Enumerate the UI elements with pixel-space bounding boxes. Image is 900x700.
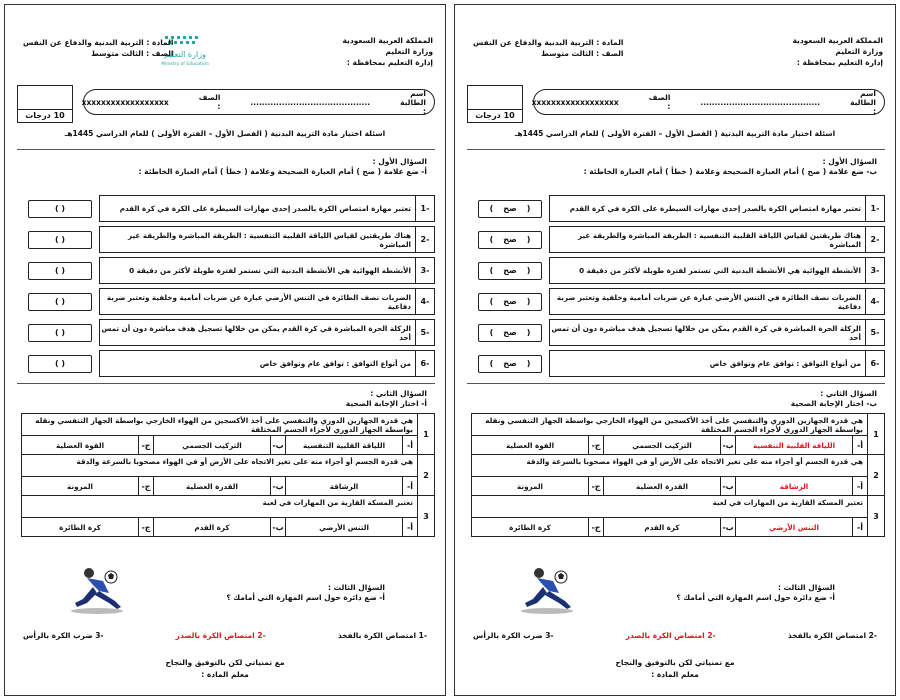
- header-right: [342, 35, 433, 68]
- answer-slot[interactable]: ( ): [28, 355, 92, 373]
- exam-title: اسئلة اختبار مادة التربية البدنية ( الفصل الأول – الفترة الأولى ) للعام الدراسي 1445هـ: [64, 129, 386, 138]
- mc-option[interactable]: الرشاقة: [329, 481, 359, 491]
- skill-option[interactable]: -2 امتصاص الكرة بالصدر: [175, 631, 266, 640]
- mc-option[interactable]: القدرة العضلية: [186, 481, 238, 491]
- mc-option-correct[interactable]: التنس الأرضي: [769, 522, 819, 532]
- student-name-box: اسم الطالبة : .......................................... الصف : xxxxxxxxxxxxxxxxxx: [83, 89, 435, 115]
- tf-row: -6 من أنواع التوافق : توافق عام وتوافق خاص ( ): [21, 350, 435, 377]
- q1-heading: السؤال الأول : أ- ضع علامة ( صح ) أمام العبارة الصحيحة وعلامة ( خطأ ) أمام العبارة الخاطئة :: [138, 157, 427, 176]
- mc-option[interactable]: كرة القدم: [194, 522, 230, 532]
- mc-question: 1 هي قدرة الجهازين الدوري والتنفسي على أخذ الأكسجين من الهواء الخارجي بواسطة الجهاز التنفسي ونقله بواسطة الجهاز الدوري لأجزاء الجسم المختلفة أ- اللياقة القلبية التنفسية ب- التركيب الجسمي ج- القوة العضلية: [22, 414, 434, 455]
- grade-box: 10 درجات: [17, 85, 73, 123]
- answer-slot[interactable]: ( صح ): [478, 293, 542, 311]
- divider: [17, 149, 435, 150]
- divider: [467, 149, 885, 150]
- mc-option-correct[interactable]: الرشاقة: [779, 481, 809, 491]
- closing: مع تمنياتي لكن بالتوفيق والنجاح معلم المادة :: [615, 658, 735, 679]
- header-department: إدارة التعليم بمحافظة :: [346, 58, 433, 67]
- header-subject: المادة : التربية البدنية والدفاع عن النفس: [23, 38, 174, 47]
- skill-options: [473, 631, 877, 640]
- answer-slot[interactable]: ( صح ): [478, 231, 542, 249]
- mc-option[interactable]: كرة القدم: [644, 522, 680, 532]
- closing: مع تمنياتي لكن بالتوفيق والنجاح معلم المادة :: [165, 658, 285, 679]
- mc-option[interactable]: اللياقة القلبية التنفسية: [302, 440, 386, 450]
- tf-row: -5 الركلة الحرة المباشرة في كرة القدم يمكن من خلالها تسجيل هدف مباشرة دون أن تمس أحد ( ): [21, 319, 435, 346]
- q3-heading: السؤال الثالث : أ- ضع دائرة حول اسم المهارة التي أمامك ؟: [676, 583, 835, 602]
- mc-question: 3 تعتبر المسكة القارية من المهارات في لعبة أ- التنس الأرضي ب- كرة القدم ج- كرة الطائرة: [472, 496, 884, 536]
- tf-row: -4 الضربات نصف الطائرة في التنس الأرضي عبارة عن ضربات أمامية وخلفية وتعتبر ضربة دفاعية ( ): [21, 288, 435, 315]
- answer-slot[interactable]: ( ): [28, 324, 92, 342]
- grade-box: 10 درجات: [467, 85, 523, 123]
- mc-option[interactable]: كرة الطائرة: [59, 522, 101, 532]
- exam-page-answer-key: [454, 4, 896, 696]
- true-false-table: -1 تعتبر مهارة امتصاص الكرة بالصدر إحدى مهارات السيطرة على الكرة في كرة القدم ( صح ) -2 هناك طريقتين لقياس اللياقة القلبية التنفسية : الطريقة المباشرة والطريقة غير المباشرة ( صح ) -3 الأنشطة الهوائية هي الأنشطة البدنية التي تستمر لفترة طويلة لأكثر من دقيقة 0 ( صح ) -4 الضربات نصف الطائرة في التنس الأرضي عبارة عن ضربات أمامية وخلفية وتعتبر ضربة دفاعية ( صح ) -5 الركلة الحرة المباشرة في كرة القدم يمكن من خلالها تسجيل هدف مباشرة دون أن تمس أحد ( صح ) -6 من أنواع التوافق : توافق عام وتوافق خاص ( صح ): [471, 195, 885, 381]
- skill-option[interactable]: -3 ضرب الكرة بالرأس: [23, 631, 104, 640]
- skill-option[interactable]: -1 امتصاص الكرة بالفخذ: [337, 631, 427, 640]
- answer-slot[interactable]: ( ): [28, 262, 92, 280]
- mc-option[interactable]: التركيب الجسمي: [182, 440, 242, 450]
- multiple-choice-table: [471, 413, 885, 537]
- answer-slot[interactable]: ( ): [28, 200, 92, 218]
- divider: [467, 383, 885, 384]
- tf-row: -1 تعتبر مهارة امتصاص الكرة بالصدر إحدى مهارات السيطرة على الكرة في كرة القدم ( ): [21, 195, 435, 222]
- exam-title: اسئلة اختبار مادة التربية البدنية ( الفصل الأول – الفترة الأولى ) للعام الدراسي 1445هـ: [514, 129, 836, 138]
- mc-option[interactable]: كرة الطائرة: [509, 522, 551, 532]
- skill-option[interactable]: -2 امتصاص الكرة بالصدر: [625, 631, 716, 640]
- mc-option[interactable]: القوة العضلية: [505, 440, 555, 450]
- answer-slot[interactable]: ( صح ): [478, 262, 542, 280]
- header-left: [23, 37, 173, 59]
- mc-option-correct[interactable]: اللياقة القلبية التنفسية: [752, 440, 836, 450]
- tf-row: -3 الأنشطة الهوائية هي الأنشطة البدنية التي تستمر لفترة طويلة لأكثر من دقيقة 0 ( ): [21, 257, 435, 284]
- multiple-choice-table: [21, 413, 435, 537]
- answer-slot[interactable]: ( ): [28, 293, 92, 311]
- student-name-box: اسم الطالبة : .......................................... الصف : xxxxxxxxxxxxxxxxxx: [533, 89, 885, 115]
- q2-heading: السؤال الثاني : أ- اختار الإجابة الصحية: [345, 389, 427, 408]
- skill-option[interactable]: -2 امتصاص الكرة بالفخذ: [787, 631, 877, 640]
- q2-heading: السؤال الثاني : ب- اختار الإجابة الصحية: [790, 389, 877, 408]
- soccer-player-image: [515, 563, 579, 615]
- answer-slot[interactable]: ( صح ): [478, 324, 542, 342]
- mc-option[interactable]: القدرة العضلية: [636, 481, 688, 491]
- mc-question: 2 هي قدرة الجسم أو أجزاء منه على تغير الاتجاه على الأرض أو في الهواء مصحوبا بالسرعة والدقة أ- الرشاقة ب- القدرة العضلية ج- المرونة: [472, 455, 884, 496]
- soccer-player-image: [65, 563, 129, 615]
- header-right: المملكة العربية السعودية وزارة التعليم إدارة التعليم بمحافظة :: [792, 36, 883, 67]
- mc-option[interactable]: التنس الأرضي: [319, 522, 369, 532]
- mc-option[interactable]: التركيب الجسمي: [632, 440, 692, 450]
- svg-text:وزارة التعليم: وزارة التعليم: [164, 50, 206, 59]
- mc-question: 2 هي قدرة الجسم أو أجزاء منه على تغير الاتجاه على الأرض أو في الهواء مصحوبا بالسرعة والدقة أ- الرشاقة ب- القدرة العضلية ج- المرونة: [22, 455, 434, 496]
- answer-slot[interactable]: ( ): [28, 231, 92, 249]
- svg-text:Ministry of Education: Ministry of Education: [161, 62, 209, 67]
- mc-option[interactable]: المرونة: [517, 481, 543, 491]
- mc-question: 3 تعتبر المسكة القارية من المهارات في لعبة أ- التنس الأرضي ب- كرة القدم ج- كرة الطائرة: [22, 496, 434, 536]
- divider: [17, 383, 435, 384]
- exam-page-blank: [4, 4, 446, 696]
- skill-option[interactable]: -3 ضرب الكرة بالرأس: [473, 631, 554, 640]
- mc-question: 1 هي قدرة الجهازين الدوري والتنفسي على أخذ الأكسجين من الهواء الخارجي بواسطة الجهاز التنفسي ونقله بواسطة الجهاز الدوري لأجزاء الجسم المختلفة أ- اللياقة القلبية التنفسية ب- التركيب الجسمي ج- القوة العضلية: [472, 414, 884, 455]
- mc-option[interactable]: القوة العضلية: [55, 440, 105, 450]
- tf-row: -2 هناك طريقتين لقياس اللياقة القلبية التنفسية : الطريقة المباشرة والطريقة غير المباشرة ( ): [21, 226, 435, 253]
- q3-heading: السؤال الثالث : أ- ضع دائرة حول اسم المهارة التي أمامك ؟: [226, 583, 385, 602]
- skill-options: [23, 631, 427, 640]
- answer-slot[interactable]: ( صح ): [478, 355, 542, 373]
- header-class: الصف : الثالث متوسط: [91, 49, 174, 58]
- header-ministry: وزارة التعليم: [385, 47, 433, 56]
- mc-option[interactable]: المرونة: [67, 481, 93, 491]
- true-false-table: [21, 195, 435, 381]
- header-left: المادة : التربية البدنية والدفاع عن النفس الصف : الثالث متوسط: [473, 38, 624, 58]
- header-kingdom: المملكة العربية السعودية: [342, 36, 433, 45]
- q1-heading: السؤال الأول : ب- ضع علامة ( صح ) أمام العبارة الصحيحة وعلامة ( خطأ ) أمام العبارة الخاطئة :: [583, 157, 877, 176]
- answer-slot[interactable]: ( صح ): [478, 200, 542, 218]
